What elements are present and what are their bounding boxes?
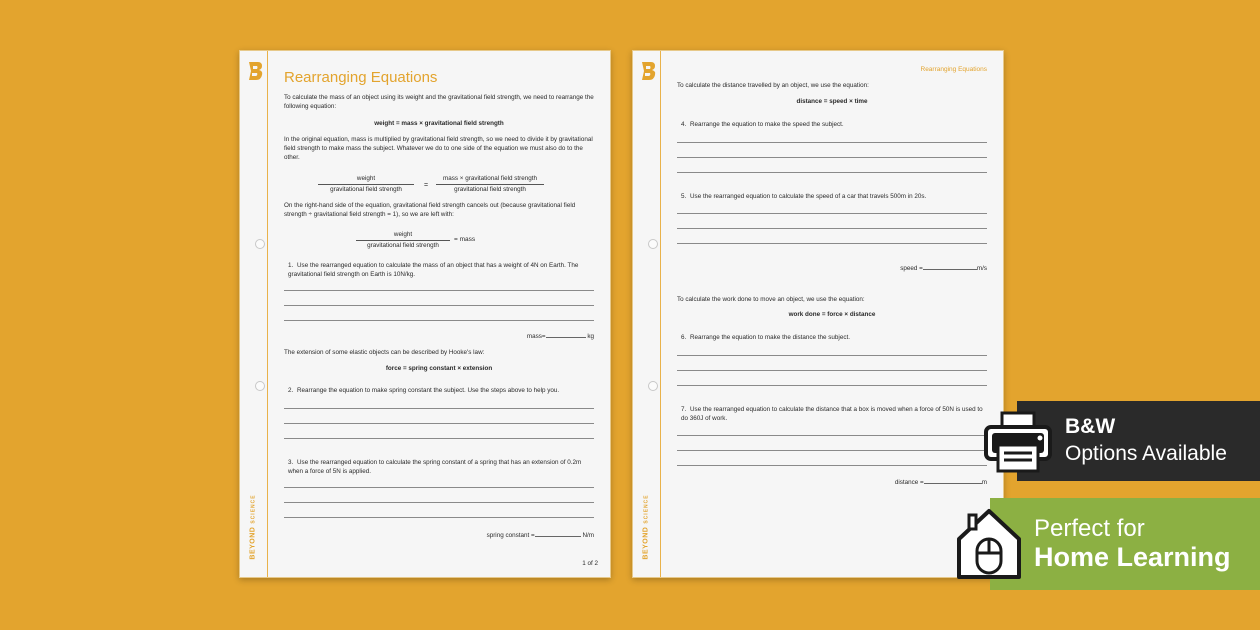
equation-work: work done = force × distance: [788, 311, 876, 318]
margin-line: [660, 51, 661, 577]
equals-sign: =: [424, 182, 429, 189]
answer-line[interactable]: [284, 517, 594, 518]
equation-distance: distance = speed × time: [796, 98, 868, 105]
question-6: 6. Rearrange the equation to make the distance the subject.: [681, 334, 850, 341]
answer-line[interactable]: [284, 320, 594, 321]
answer-line[interactable]: [284, 438, 594, 439]
answer-line[interactable]: [677, 172, 987, 173]
question-4: 4. Rearrange the equation to make the speed the subject.: [681, 121, 844, 128]
punch-hole: [648, 239, 658, 249]
answer-line[interactable]: [677, 370, 987, 371]
explanation-text: In the original equation, mass is multiplied by gravitational field strength, so we need to divide it by gravitational field strength to make mass the subject. Whatever we do to one side of the equation we must also do to the other.: [284, 136, 593, 162]
worksheet-page-1: [239, 50, 611, 578]
answer-line[interactable]: [284, 502, 594, 503]
bw-label: B&W: [1065, 415, 1116, 438]
page-header: Rearranging Equations: [920, 66, 987, 73]
intro-text: To calculate the mass of an object using its weight and the gravitational field strength, we need to rearrange the following equation:: [284, 94, 594, 111]
answer-distance[interactable]: distance = m: [894, 479, 987, 486]
answer-line[interactable]: [284, 290, 594, 291]
fraction-left: weight gravitational field strength: [318, 175, 414, 194]
fraction-result: weight gravitational field strength: [356, 231, 450, 250]
equation-weight: weight = mass × gravitational field strength: [374, 120, 504, 127]
punch-hole: [648, 381, 658, 391]
home-learning-badge: [990, 498, 1260, 590]
answer-line[interactable]: [284, 487, 594, 488]
brand-label: BEYONDSCIENCE: [642, 494, 650, 560]
answer-line[interactable]: [677, 142, 987, 143]
beyond-logo-icon: [640, 60, 656, 82]
answer-speed[interactable]: speed = m/s: [900, 265, 987, 272]
answer-mass[interactable]: mass= kg: [526, 333, 594, 340]
margin-line: [267, 51, 268, 577]
question-1: 1. Use the rearranged equation to calculate the mass of an object that has a weight of 4N on Earth. The gravitational field strength on Earth is 10N/kg.: [288, 262, 579, 279]
fraction-right: mass × gravitational field strength gravitational field strength: [436, 175, 544, 194]
question-2: 2. Rearrange the equation to make spring constant the subject. Use the steps above to help you.: [288, 387, 560, 394]
answer-line[interactable]: [677, 385, 987, 386]
question-3: 3. Use the rearranged equation to calculate the spring constant of a spring that has an extension of 0.2m when a force of 5N is applied.: [288, 459, 582, 476]
printer-icon: [982, 409, 1054, 475]
answer-line[interactable]: [677, 450, 987, 451]
home-line2: Home Learning: [1034, 542, 1231, 572]
answer-line[interactable]: [677, 465, 987, 466]
home-line1: Perfect for: [1034, 515, 1145, 542]
answer-line[interactable]: [677, 213, 987, 214]
answer-line[interactable]: [677, 243, 987, 244]
question-5: 5. Use the rearranged equation to calculate the speed of a car that travels 500m in 20s.: [681, 193, 927, 200]
answer-line[interactable]: [677, 435, 987, 436]
bw-options-label: Options Available: [1065, 442, 1227, 465]
punch-hole: [255, 239, 265, 249]
distance-intro: To calculate the distance travelled by an object, we use the equation:: [677, 82, 869, 89]
answer-line[interactable]: [284, 408, 594, 409]
hooke-intro: The extension of some elastic objects can be described by Hooke's law:: [284, 349, 485, 356]
result-rhs: = mass: [454, 236, 476, 243]
page-title: Rearranging Equations: [284, 69, 438, 86]
answer-line[interactable]: [677, 355, 987, 356]
answer-line[interactable]: [284, 305, 594, 306]
page-number: 1 of 2: [582, 560, 598, 567]
answer-spring-constant[interactable]: spring constant = N/m: [486, 532, 594, 539]
answer-line[interactable]: [677, 228, 987, 229]
brand-label: BEYONDSCIENCE: [249, 494, 257, 560]
worksheet-page-2: [632, 50, 1004, 578]
punch-hole: [255, 381, 265, 391]
beyond-logo-icon: [247, 60, 263, 82]
question-7: 7. Use the rearranged equation to calculate the distance that a box is moved when a force of 50N is used to do 360J of work.: [681, 406, 983, 423]
cancel-text: On the right-hand side of the equation, gravitational field strength cancels out (because gravitational field strength ÷ gravitational field strength = 1), so we are left with:: [284, 202, 576, 219]
work-intro: To calculate the work done to move an object, we use the equation:: [677, 296, 865, 303]
answer-line[interactable]: [284, 423, 594, 424]
answer-line[interactable]: [677, 157, 987, 158]
equation-hooke: force = spring constant × extension: [385, 365, 493, 372]
house-mouse-icon: [955, 505, 1023, 581]
